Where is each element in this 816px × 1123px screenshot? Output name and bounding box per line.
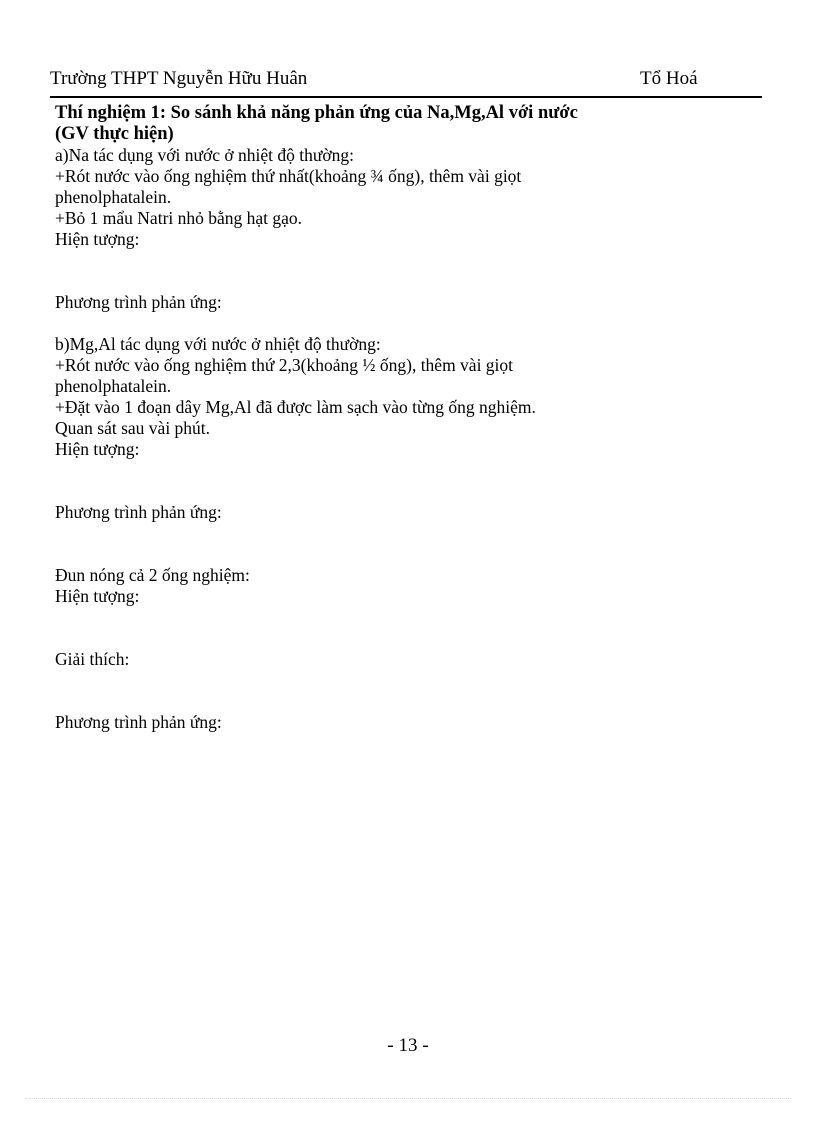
part-b-step1: +Rót nước vào ống nghiệm thứ 2,3(khoảng ½ ống), thêm vài giọt bbox=[55, 355, 514, 375]
part-b-step3: Quan sát sau vài phút. bbox=[55, 418, 211, 438]
part-b-step2: +Đặt vào 1 đoạn dây Mg,Al đã được làm sạch vào từng ống nghiệm. bbox=[55, 397, 536, 417]
department-name: Tổ Hoá bbox=[640, 68, 698, 89]
part-b-phenomenon-label: Hiện tượng: bbox=[55, 439, 140, 459]
part-a-heading: a)Na tác dụng với nước ở nhiệt độ thường: bbox=[55, 145, 354, 165]
footer-divider bbox=[25, 1098, 791, 1099]
part-b-heading: b)Mg,Al tác dụng với nước ở nhiệt độ thường: bbox=[55, 334, 381, 354]
part-a-phenomenon-label: Hiện tượng: bbox=[55, 229, 140, 249]
part-a-step1-cont: phenolphatalein. bbox=[55, 187, 172, 207]
page-number: - 13 - bbox=[387, 1035, 429, 1056]
heating-explanation-label: Giải thích: bbox=[55, 649, 130, 669]
experiment-title: Thí nghiệm 1: So sánh khả năng phản ứng của Na,Mg,Al với nước bbox=[55, 103, 578, 123]
part-b-step1-cont: phenolphatalein. bbox=[55, 376, 172, 396]
part-a-equation-label: Phương trình phản ứng: bbox=[55, 292, 222, 312]
part-a-step2: +Bỏ 1 mẩu Natri nhỏ bằng hạt gạo. bbox=[55, 208, 303, 228]
school-name: Trường THPT Nguyễn Hữu Huân bbox=[50, 68, 308, 89]
document-body bbox=[55, 103, 770, 733]
part-b-equation-label: Phương trình phản ứng: bbox=[55, 502, 222, 522]
part-a-step1: +Rót nước vào ống nghiệm thứ nhất(khoảng ¾ ống), thêm vài giọt bbox=[55, 166, 522, 186]
heating-equation-label: Phương trình phản ứng: bbox=[55, 712, 222, 732]
heating-phenomenon-label: Hiện tượng: bbox=[55, 586, 140, 606]
page-header bbox=[50, 66, 762, 98]
heating-heading: Đun nóng cả 2 ống nghiệm: bbox=[55, 565, 250, 585]
experiment-subtitle: (GV thực hiện) bbox=[55, 124, 174, 144]
